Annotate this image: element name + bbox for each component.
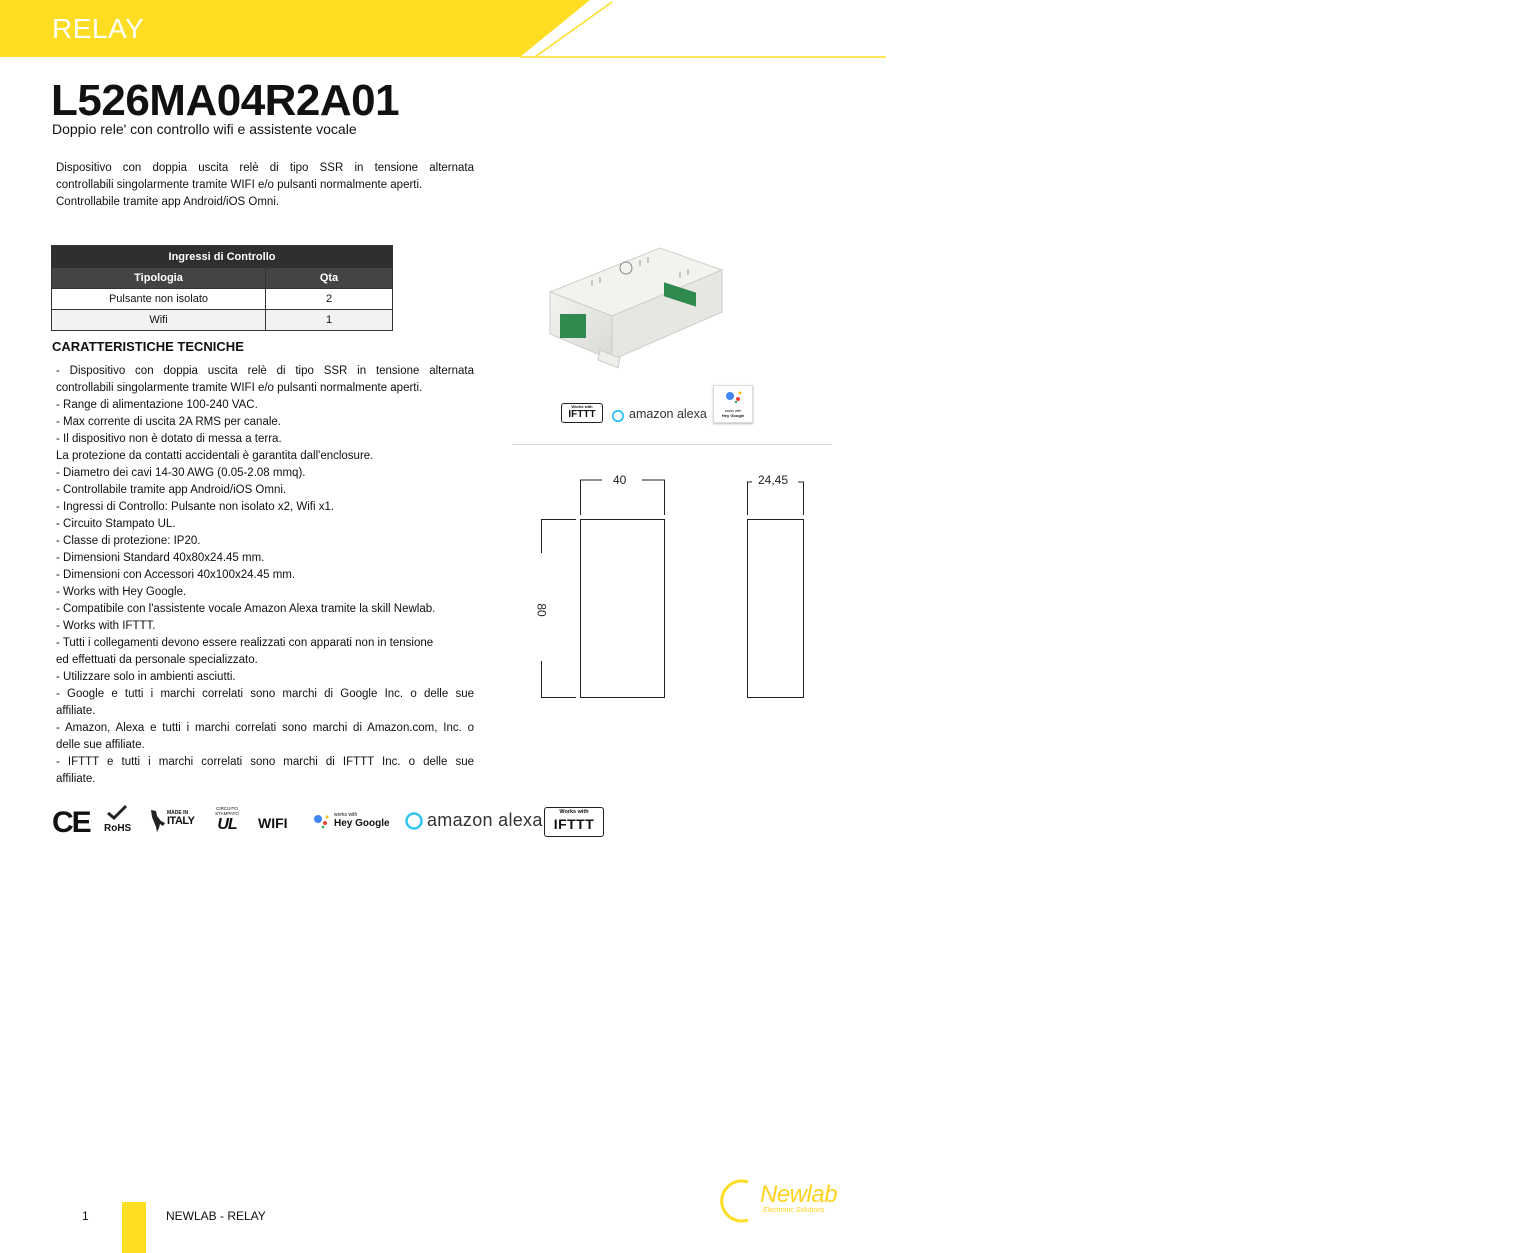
- certification-row: [52, 804, 612, 844]
- cell-qty: 1: [266, 310, 393, 331]
- spec-line: - Works with IFTTT.: [56, 620, 156, 632]
- google-assistant-icon: [714, 386, 752, 404]
- dim-depth: 24,45: [758, 473, 789, 487]
- spec-line: - Compatibile con l'assistente vocale Amazon Alexa tramite la skill Newlab.: [56, 603, 436, 615]
- spec-line: La protezione da contatti accidentali è garantita dall'enclosure.: [56, 450, 374, 462]
- spec-line: - Controllabile tramite app Android/iOS Omni.: [56, 484, 287, 496]
- footer-accent-bar: [122, 1202, 146, 1253]
- category-title: RELAY: [52, 13, 145, 44]
- google-small-label: Hey Google: [721, 413, 745, 418]
- ifttt-label: IFTTT: [553, 816, 595, 832]
- alexa-mark: amazon alexa: [427, 810, 543, 830]
- spec-line: - Il dispositivo non è dotato di messa a terra.: [56, 433, 282, 445]
- ifttt-small-works-with: Works with: [571, 404, 593, 409]
- specs-title: CARATTERISTICHE TECNICHE: [52, 339, 244, 354]
- table-row: [52, 289, 393, 310]
- spec-line: - Max corrente di uscita 2A RMS per canale.: [56, 416, 281, 428]
- ifttt-badge-small: [561, 403, 603, 423]
- dim-width: 40: [613, 473, 627, 487]
- ifttt-works-with-label: Works with: [559, 809, 589, 815]
- spec-line: delle sue affiliate.: [56, 739, 145, 751]
- spec-line: - Tutti i collegamenti devono essere realizzati con apparati non in tensione: [56, 637, 434, 649]
- cell-type: Pulsante non isolato: [52, 289, 266, 310]
- spec-line: - Range di alimentazione 100-240 VAC.: [56, 399, 258, 411]
- ifttt-mark: [544, 807, 604, 837]
- stampato-label: STAMPATO: [215, 811, 239, 816]
- spec-line: - IFTTT e tutti i marchi correlati sono marchi di IFTTT Inc. o delle sue: [56, 756, 474, 768]
- circuito-label: CIRCUITO: [216, 806, 238, 811]
- google-small-works-with: works with: [724, 409, 742, 413]
- check-icon: [104, 804, 132, 820]
- spec-line: - Diametro dei cavi 14-30 AWG (0.05-2.08 mmq).: [56, 467, 306, 479]
- intro-line: Controllabile tramite app Android/iOS Omni.: [56, 196, 280, 208]
- rohs-label: RoHS: [104, 823, 132, 834]
- intro-line: Dispositivo con doppia uscita relè di tipo SSR in tensione alternata: [56, 162, 474, 174]
- newlab-brand-name: Newlab: [760, 1181, 838, 1208]
- cell-qty: 2: [266, 289, 393, 310]
- newlab-tagline: Electronic Solutions: [763, 1207, 825, 1214]
- product-photo: [540, 230, 730, 380]
- product-subtitle: Doppio rele' con controllo wifi e assistente vocale: [52, 121, 357, 137]
- column-header-type: Tipologia: [52, 268, 266, 289]
- google-label: Hey Google: [334, 818, 390, 829]
- ul-pcb-mark: [210, 806, 244, 834]
- spec-line: affiliate.: [56, 773, 96, 785]
- google-works-with-label: works with: [334, 812, 358, 818]
- spec-line: - Ingressi di Controllo: Pulsante non isolato x2, Wifi x1.: [56, 501, 335, 513]
- page-number: 1: [82, 1209, 89, 1223]
- divider: [512, 444, 832, 445]
- ce-mark: CE: [52, 806, 90, 839]
- newlab-logo: [718, 1176, 858, 1226]
- google-assistant-icon: [312, 812, 332, 830]
- dim-height: 80: [534, 603, 549, 617]
- spec-line: - Works with Hey Google.: [56, 586, 187, 598]
- italy-map-icon: [148, 808, 168, 834]
- spec-line: controllabili singolarmente tramite WIFI e/o pulsanti normalmente aperti.: [56, 382, 423, 394]
- italy-label: ITALY: [167, 815, 195, 827]
- rohs-mark: [104, 804, 132, 834]
- spec-line: - Amazon, Alexa e tutti i marchi correlati sono marchi di Amazon.com, Inc. o: [56, 722, 474, 734]
- intro-line: controllabili singolarmente tramite WIFI e/o pulsanti normalmente aperti.: [56, 179, 423, 191]
- control-inputs-table: [51, 245, 393, 331]
- footer-label: NEWLAB - RELAY: [166, 1209, 266, 1223]
- spec-line: - Dimensioni Standard 40x80x24.45 mm.: [56, 552, 265, 564]
- google-badge-small: [713, 385, 753, 423]
- cell-type: Wifi: [52, 310, 266, 331]
- ifttt-small-label: IFTTT: [568, 409, 596, 420]
- table-row: [52, 310, 393, 331]
- spec-line: - Dispositivo con doppia uscita relè di tipo SSR in tensione alternata: [56, 365, 474, 377]
- spec-line: - Circuito Stampato UL.: [56, 518, 176, 530]
- specs-list: [56, 363, 474, 788]
- spec-line: - Utilizzare solo in ambienti asciutti.: [56, 671, 236, 683]
- column-header-qty: Qta: [266, 268, 393, 289]
- product-code: L526MA04R2A01: [51, 76, 400, 125]
- wifi-mark: WIFI: [258, 815, 288, 831]
- ul-label: UL: [217, 816, 237, 833]
- spec-line: affiliate.: [56, 705, 96, 717]
- spec-line: - Classe di protezione: IP20.: [56, 535, 201, 547]
- alexa-badge-small: amazon alexa: [629, 407, 707, 421]
- table-title: Ingressi di Controllo: [52, 246, 393, 268]
- spec-line: - Google e tutti i marchi correlati sono marchi di Google Inc. o delle sue: [56, 688, 474, 700]
- spec-line: ed effettuati da personale specializzato.: [56, 654, 258, 666]
- spec-line: - Dimensioni con Accessori 40x100x24.45 mm.: [56, 569, 296, 581]
- alexa-ring-icon: [404, 811, 424, 831]
- intro-text: [56, 160, 474, 211]
- dimension-drawing: [530, 465, 820, 705]
- alexa-ring-icon: [611, 409, 625, 423]
- made-in-label: MADE IN: [167, 810, 189, 816]
